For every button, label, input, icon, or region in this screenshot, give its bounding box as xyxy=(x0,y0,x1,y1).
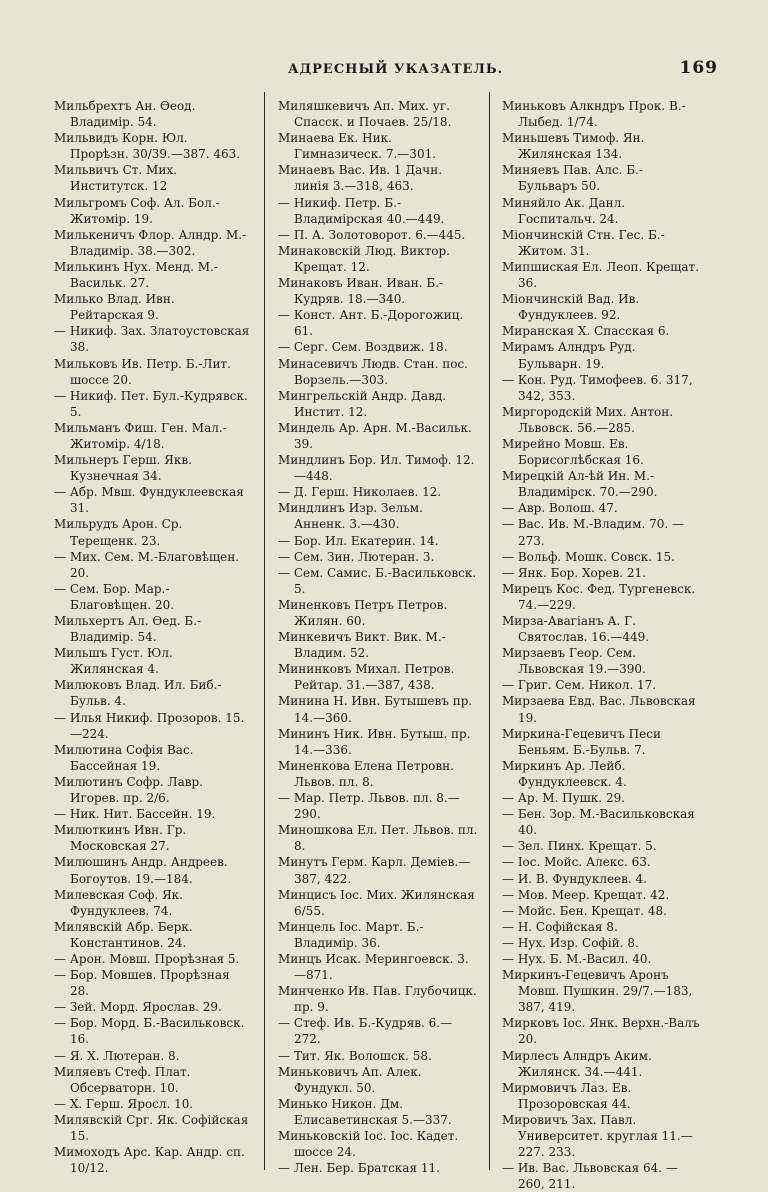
directory-entry: Милявскій Срг. Як. Софійская 15. xyxy=(54,1112,249,1143)
column-2 xyxy=(278,98,478,1176)
directory-entry: Мининъ Ник. Ивн. Бутыш. пр. 14.—336. xyxy=(278,726,471,757)
directory-entry: Мимоходъ Арс. Кар. Андр. сп. 10/12. xyxy=(54,1145,245,1176)
directory-entry: Милютина Софія Вас. Бассейная 19. xyxy=(54,742,194,773)
directory-entry: Миркинъ Ар. Лейб. Фундуклеевск. 4. xyxy=(502,758,627,789)
directory-entry: Миненковъ Петръ Петров. Жилян. 60. xyxy=(278,597,448,628)
directory-entry: Мильгромъ Соф. Ал. Бол.-Житомір. 19. xyxy=(54,195,220,226)
directory-entry: — Сем. Бор. Мар.-Благовѣщен. 20. xyxy=(54,581,175,612)
directory-entry: Мильнеръ Герш. Якв. Кузнечная 34. xyxy=(54,453,192,484)
directory-entry: Миньковъ Алкндръ Прок. В.-Лыбед. 1/74. xyxy=(502,99,686,130)
directory-entry: Минутъ Герм. Карл. Деміев.—387, 422. xyxy=(278,855,471,886)
directory-entry: Мирецъ Кос. Фед. Тургеневск. 74.—229. xyxy=(502,581,696,612)
directory-entry: Мингрельскій Андр. Давд. Инстит. 12. xyxy=(278,388,447,419)
directory-entry: Мильвидъ Корн. Юл. Прорѣзн. 30/39.—387. 463. xyxy=(54,131,241,162)
directory-entry: Минаковъ Иван. Иван. Б.-Кудряв. 18.—340. xyxy=(278,276,444,307)
directory-entry: Мирейно Мовш. Ев. Борисоглѣбская 16. xyxy=(502,436,644,468)
directory-entry: Минченко Ив. Пав. Глубочицк. пр. 9. xyxy=(278,984,477,1015)
directory-entry: Мильманъ Фиш. Ген. Мал.-Житомір. 4/18. xyxy=(54,420,227,451)
directory-entry: Милькеничъ Флор. Алндр. М.-Владимір. 38.—302. xyxy=(54,227,247,258)
directory-entry: — Ар. М. Пушк. 29. xyxy=(502,791,626,806)
directory-entry: — Арон. Мовш. Прорѣзная 5. xyxy=(54,951,240,966)
directory-entry: Милькинъ Нух. Менд. М.-Васильк. 27. xyxy=(54,259,218,291)
directory-entry: — Вас. Ив. М.-Владим. 70. —273. xyxy=(502,517,684,548)
directory-entry: — Бен. Зор. М.-Васильковская 40. xyxy=(502,807,695,838)
directory-entry: — Григ. Сем. Никол. 17. xyxy=(502,678,657,693)
directory-entry: — Стеф. Ив. Б.-Кудряв. 6.—272. xyxy=(278,1016,453,1047)
directory-entry: — Абр. Мвш. Фундуклеевская 31. xyxy=(54,485,244,516)
directory-entry: Милюшинъ Андр. Андреев. Богоутов. 19.—184. xyxy=(54,855,228,886)
directory-entry: Мировичъ Зах. Павл. Университет. круглая 11.—227. 233. xyxy=(502,1112,693,1160)
directory-entry: Минасевичъ Людв. Стан. пос. Ворзель.—303. xyxy=(278,356,468,387)
directory-entry: Минаковскій Люд. Виктор. Крещат. 12. xyxy=(278,243,450,274)
directory-entry: — Н. Софійская 8. xyxy=(502,919,618,934)
directory-entry: Минаевъ Вас. Ив. 1 Дачн. линія 3.—318, 463. xyxy=(278,163,443,194)
directory-entry: — Мов. Меер. Крещат. 42. xyxy=(502,887,670,902)
directory-entry: — Зел. Пинх. Крещат. 5. xyxy=(502,839,657,854)
directory-entry: — Илья Никиф. Прозоров. 15.—224. xyxy=(54,710,245,741)
directory-entry: — Никиф. Пет. Бул.-Кудрявск. 5. xyxy=(54,388,248,419)
directory-entry: Минаева Ек. Ник. Гимназическ. 7.—301. xyxy=(278,131,437,162)
directory-entry: — Лен. Бер. Братская 11. xyxy=(278,1161,440,1176)
directory-entry: Мининковъ Михал. Петров. Рейтар. 31.—387, 438. xyxy=(278,662,455,693)
directory-entry: Мильрудъ Арон. Ср. Терещенк. 23. xyxy=(54,517,183,548)
directory-entry: — Мойс. Бен. Крещат. 48. xyxy=(502,903,667,918)
directory-entry: Миньшевъ Тимоф. Ян. Жилянская 134. xyxy=(502,131,645,162)
running-title: АДРЕСНЫЙ УКАЗАТЕЛЬ. xyxy=(288,62,504,77)
directory-entry: Мирзаевъ Геор. Сем. Львовская 19.—390. xyxy=(502,646,646,677)
directory-entry: Миркина-Гецевичъ Песи Беньям. Б.-Бульв. 7. xyxy=(502,726,661,757)
directory-entry: Миляевъ Стеф. Плат. Обсерваторн. 10. xyxy=(54,1064,191,1095)
directory-entry: — Бор. Мовшев. Прорѣзная 28. xyxy=(54,968,230,999)
directory-entry: — Нух. Б. М.-Васил. 40. xyxy=(502,951,652,966)
directory-entry: Милюткинъ Ивн. Гр. Московская 27. xyxy=(54,823,187,854)
directory-entry: — Сем. Самис. Б.-Васильковск. 5. xyxy=(278,565,477,596)
directory-entry: Миньковичъ Ап. Алек. Фундукл. 50. xyxy=(278,1064,422,1095)
directory-entry: Минцель Іос. Март. Б.-Владимір. 36. xyxy=(278,919,424,950)
directory-entry: — Мар. Петр. Львов. пл. 8.—290. xyxy=(278,791,460,822)
directory-entry: Милько Влад. Ивн. Рейтарская 9. xyxy=(54,292,175,323)
directory-entry: Миненкова Елена Петровн. Львов. пл. 8. xyxy=(278,758,454,789)
directory-entry: — Д. Герш. Николаев. 12. xyxy=(278,485,442,500)
directory-entry: — Серг. Сем. Воздвиж. 18. xyxy=(278,340,448,355)
directory-entry: Минина Н. Ивн. Бутышевъ пр. 14.—360. xyxy=(278,694,473,725)
directory-entry: Мильковъ Ив. Петр. Б.-Лит. шоссе 20. xyxy=(54,356,231,387)
directory-entry: Мирецкій Ал-ѣй Ин. М.-Владимірск. 70.—290. xyxy=(502,469,658,500)
directory-entry: Миньковскій Іос. Іос. Кадет. шоссе 24. xyxy=(278,1129,459,1160)
column-3 xyxy=(502,98,702,1192)
directory-entry: Милявскій Абр. Берк. Константинов. 24. xyxy=(54,919,193,950)
directory-entry: — Нух. Изр. Софій. 8. xyxy=(502,935,639,950)
directory-entry: Мильбрехтъ Ан. Ѳеод. Владимір. 54. xyxy=(54,99,196,130)
directory-entry: — П. А. Золотоворот. 6.—445. xyxy=(278,227,466,242)
directory-entry: — Никиф. Петр. Б.-Владимірская 40.—449. xyxy=(278,195,445,226)
directory-entry: — Конст. Ант. Б.-Дорогожиц. 61. xyxy=(278,308,464,339)
directory-entry: — Кон. Руд. Тимофеев. 6. 317, 342, 353. xyxy=(502,372,693,403)
directory-entry: Мильвичъ Ст. Мих. Институтск. 12 xyxy=(54,163,177,194)
directory-entry: Минцъ Исак. Мерингоевск. 3.—871. xyxy=(278,951,469,983)
directory-entry: Міончинскій Стн. Гес. Б.-Житом. 31. xyxy=(502,227,665,258)
directory-entry: Миндель Ар. Арн. М.-Васильк. 39. xyxy=(278,420,472,451)
directory-entry: Миняевъ Пав. Алс. Б.-Бульваръ 50. xyxy=(502,163,643,194)
directory-entry: Миндлинъ Изр. Зельм. Анненк. 3.—430. xyxy=(278,501,423,532)
directory-entry: — Никиф. Зах. Златоустовская 38. xyxy=(54,324,250,355)
column-divider-2 xyxy=(489,92,490,1170)
directory-entry: Милютинъ Софр. Лавр. Игорев. пр. 2/6. xyxy=(54,774,203,806)
directory-entry: Мирзаева Евд. Вас. Львовская 19. xyxy=(502,694,696,725)
directory-entry: Миняйло Ак. Данл. Госпитальч. 24. xyxy=(502,195,626,226)
directory-entry: Міончинскій Вад. Ив. Фундуклеев. 92. xyxy=(502,292,640,323)
directory-entry: — Бор. Морд. Б.-Васильковск. 16. xyxy=(54,1016,245,1047)
directory-entry: Милевская Соф. Як. Фундуклеев. 74. xyxy=(54,887,183,918)
directory-entry: Мильхертъ Ал. Ѳед. Б.-Владимір. 54. xyxy=(54,614,202,645)
directory-entry: — Авр. Волош. 47. xyxy=(502,501,618,516)
directory-entry: — Іос. Мойс. Алекс. 63. xyxy=(502,855,651,870)
directory-entry: Мирлесъ Алндръ Аким. Жилянск. 34.—441. xyxy=(502,1048,652,1079)
directory-entry: — Зей. Морд. Ярослав. 29. xyxy=(54,1000,222,1015)
directory-entry: Миляшкевичъ Ап. Мих. уг. Спасск. и Почаев. 25/18. xyxy=(278,99,452,130)
directory-entry: — Сем. Зин. Лютеран. 3. xyxy=(278,549,435,564)
column-divider-1 xyxy=(264,92,265,1170)
directory-entry: Миношкова Ел. Пет. Львов. пл. 8. xyxy=(278,823,478,854)
directory-entry: Минцисъ Іос. Мих. Жилянская 6/55. xyxy=(278,887,475,918)
directory-entry: — Ник. Нит. Бассейн. 19. xyxy=(54,807,216,822)
column-1 xyxy=(54,98,250,1176)
directory-entry: — Я. Х. Лютеран. 8. xyxy=(54,1048,180,1063)
directory-entry: Минкевичъ Викт. Вик. М.-Владим. 52. xyxy=(278,630,446,661)
directory-entry: Минько Никон. Дм. Елисаветинская 5.—337. xyxy=(278,1096,452,1127)
directory-entry: Мильшъ Густ. Юл. Жилянская 4. xyxy=(54,646,173,677)
directory-entry: Мирамъ Алндръ Руд. Бульварн. 19. xyxy=(502,340,636,371)
directory-entry: Мирза-Авагіанъ А. Г. Святослав. 16.—449. xyxy=(502,614,650,645)
directory-entry: Миркинъ-Гецевичъ Аронъ Мовш. Пушкин. 29/7.—183, 387, 419. xyxy=(502,968,693,1015)
directory-entry: Миранская Х. Спасская 6. xyxy=(502,324,670,339)
page-number: 169 xyxy=(679,58,718,78)
directory-entry: — Вольф. Мошк. Совск. 15. xyxy=(502,549,675,564)
directory-entry: Миндлинъ Бор. Ил. Тимоф. 12.—448. xyxy=(278,453,475,484)
directory-entry: Мирмовичъ Лаз. Ев. Прозоровская 44. xyxy=(502,1080,632,1111)
directory-entry: — Тит. Як. Волошск. 58. xyxy=(278,1048,432,1063)
directory-entry: Миргородскій Мих. Антон. Львовск. 56.—285. xyxy=(502,404,674,435)
directory-entry: Милюковъ Влад. Ил. Биб.-Бульв. 4. xyxy=(54,678,222,709)
page-header xyxy=(48,58,718,84)
directory-entry: — Ив. Вас. Львовская 64. —260, 211. xyxy=(502,1161,678,1192)
directory-entry: Мипшиская Ел. Леоп. Крещат. 36. xyxy=(502,259,700,291)
directory-entry: — Бор. Ил. Екатерин. 14. xyxy=(278,533,439,548)
directory-entry: — Янк. Бор. Хорев. 21. xyxy=(502,565,647,580)
directory-entry: — Мих. Сем. М.-Благовѣщен. 20. xyxy=(54,549,240,580)
directory-entry: — Х. Герш. Яросл. 10. xyxy=(54,1096,194,1111)
directory-entry: — И. В. Фундуклеев. 4. xyxy=(502,871,647,886)
directory-entry: Мирковъ Іос. Янк. Верхн.-Валъ 20. xyxy=(502,1016,700,1047)
